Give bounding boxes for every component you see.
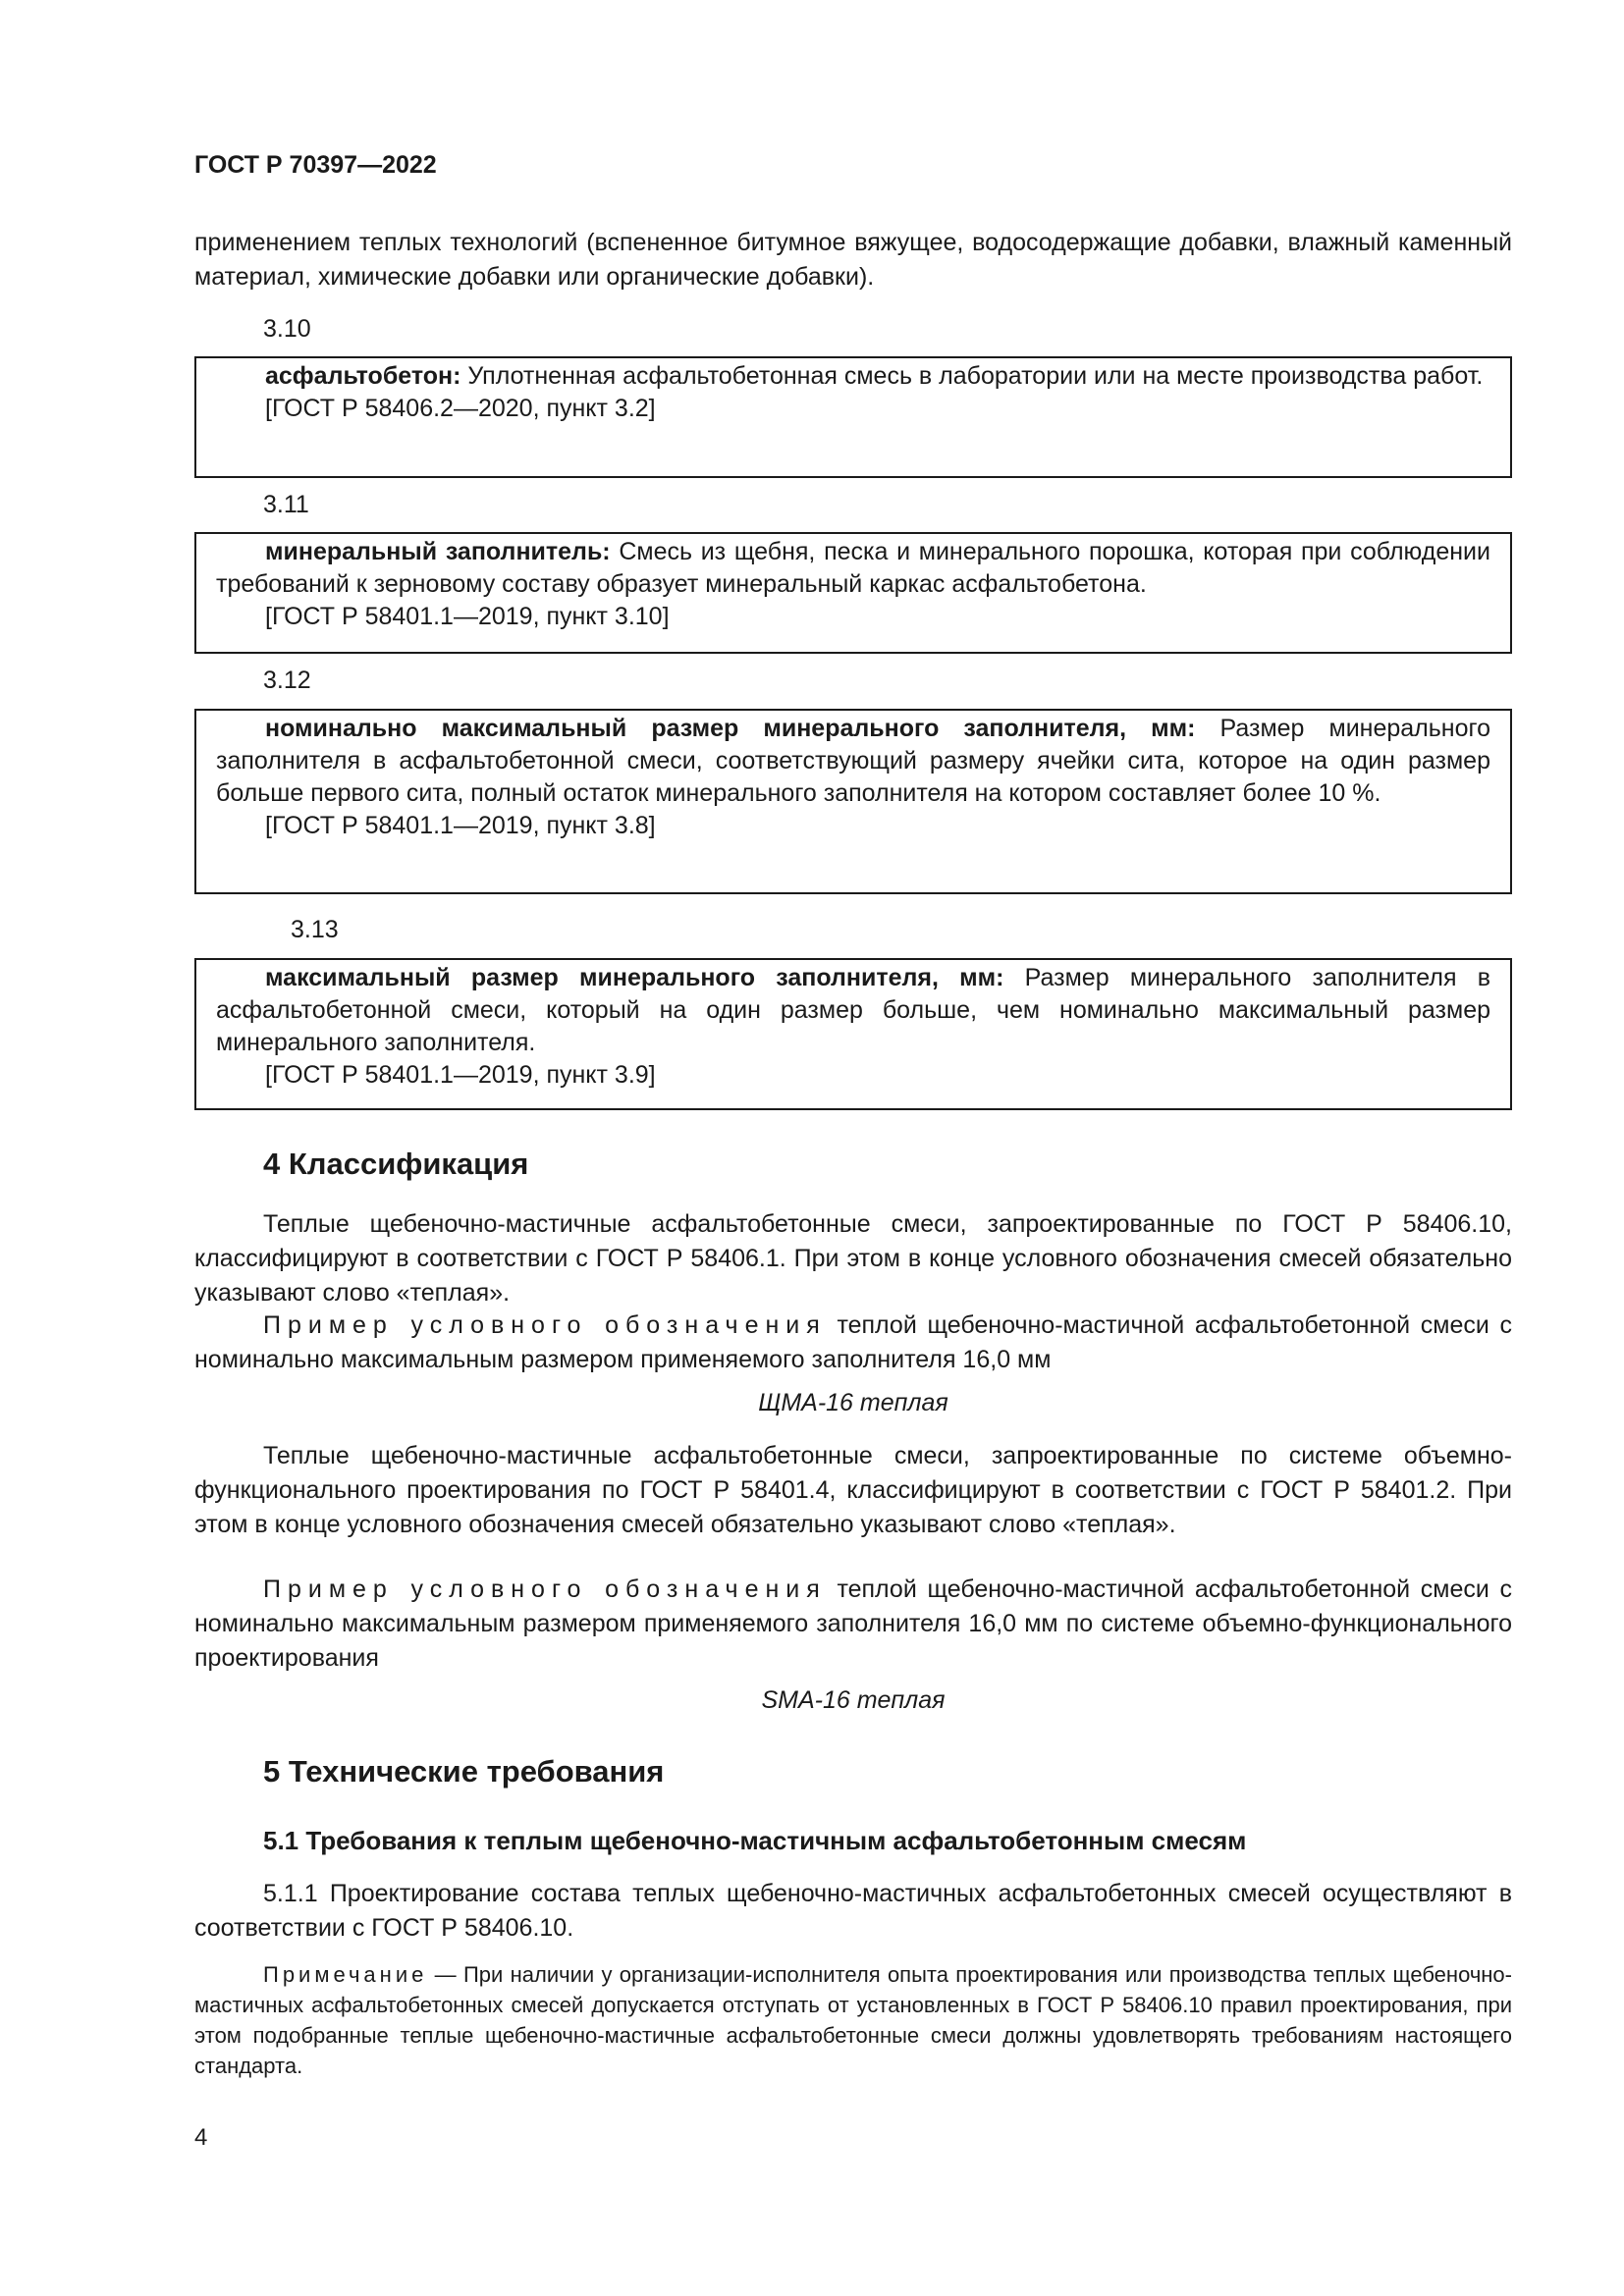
term-number: 3.10 <box>263 315 311 343</box>
classification-paragraph: Теплые щебеночно-мастичные асфальтобетонные смеси, запроектированные по системе объемно-функционального проектирования по ГОСТ Р 58401.4, классифицируют в соответствии с ГОСТ Р 58401.2. При этом в конце условного обозначения смесей обязательно указывают слово «теплая». <box>194 1442 1512 1538</box>
section-heading-technical-requirements: 5 Технические требования <box>263 1754 665 1789</box>
document-code-header: ГОСТ Р 70397—2022 <box>194 151 437 179</box>
term-text: Размер минерального заполнителя в асфальтобетонной смеси, который на один размер больше, чем номинально максимальный размер минерального заполнителя. <box>216 964 1490 1056</box>
example-paragraph <box>194 1573 1512 1676</box>
term-definition <box>216 360 1490 393</box>
note-paragraph <box>194 1959 1512 2081</box>
term-number: 3.12 <box>263 667 311 694</box>
section-heading-classification: 4 Классификация <box>263 1147 529 1181</box>
term-definition <box>216 962 1490 1059</box>
term-source: [ГОСТ Р 58406.2—2020, пункт 3.2] <box>265 395 656 422</box>
example-text: теплой щебеночно-мастичной асфальтобетонной смеси с номинально максимальным размером применяемого заполнителя 16,0 мм по системе объемно-функционального проектирования <box>194 1575 1512 1672</box>
term-box <box>194 958 1512 1110</box>
term-source: [ГОСТ Р 58401.1—2019, пункт 3.8] <box>265 812 656 839</box>
note-text: — При наличии у организации-исполнителя опыта проектирования или производства теплых щебеночно-мастичных асфальтобетонных смесей допускается отступать от установленных в ГОСТ Р 58406.10 правил проектирования, при этом подобранные теплые щебеночно-мастичные асфальтобетонные смеси должны удовлетворять требованиям настоящего стандарта. <box>194 1962 1512 2078</box>
term-definition <box>216 713 1490 810</box>
example-paragraph <box>194 1308 1512 1377</box>
term-box <box>194 532 1512 654</box>
term-text: Смесь из щебня, песка и минерального порошка, которая при соблюдении требований к зерновому составу образует минеральный каркас асфальтобетона. <box>216 538 1490 598</box>
term-definition <box>216 536 1490 601</box>
classification-paragraph: Теплые щебеночно-мастичные асфальтобетонные смеси, запроектированные по ГОСТ Р 58406.10, классифицируют в соответствии с ГОСТ Р 58406.1. При этом в конце условного обозначения смесей обязательно указывают слово «теплая». <box>194 1210 1512 1307</box>
term-name: номинально максимальный размер минерального заполнителя, мм: <box>265 715 1196 742</box>
term-source: [ГОСТ Р 58401.1—2019, пункт 3.9] <box>265 1061 656 1089</box>
term-box <box>194 709 1512 894</box>
requirement-paragraph: 5.1.1 Проектирование состава теплых щебеночно-мастичных асфальтобетонных смесей осуществляют в соответствии с ГОСТ Р 58406.10. <box>194 1880 1512 1942</box>
term-number: 3.11 <box>263 491 309 518</box>
term-name: асфальтобетон: <box>265 362 461 390</box>
example-lead: Пример условного обозначения <box>263 1575 827 1603</box>
example-text: теплой щебеночно-мастичной асфальтобетонной смеси с номинально максимальным размером применяемого заполнителя 16,0 мм <box>194 1311 1512 1373</box>
term-source: [ГОСТ Р 58401.1—2019, пункт 3.10] <box>265 603 670 630</box>
term-name: максимальный размер минерального заполнителя, мм: <box>265 964 1004 991</box>
term-text: Уплотненная асфальтобетонная смесь в лаборатории или на месте производства работ. <box>460 362 1484 390</box>
example-designation: ЩМА-16 теплая <box>758 1389 948 1416</box>
example-designation: SMA-16 теплая <box>761 1686 946 1714</box>
term-box <box>194 356 1512 478</box>
page-number: 4 <box>194 2124 208 2151</box>
note-lead: Примечание <box>263 1962 428 1987</box>
term-text: Размер минерального заполнителя в асфальтобетонной смеси, соответствующий размеру ячейки сита, которое на один размер больше первого сита, полный остаток минерального заполнителя на котором составляет более 10 %. <box>216 715 1490 807</box>
term-number: 3.13 <box>291 916 339 943</box>
example-lead: Пример условного обозначения <box>263 1311 827 1339</box>
term-name: минеральный заполнитель: <box>265 538 611 565</box>
subsection-heading: 5.1 Требования к теплым щебеночно-мастичным асфальтобетонным смесям <box>263 1826 1247 1855</box>
intro-paragraph: применением теплых технологий (вспененное битумное вяжущее, водосодержащие добавки, влажный каменный материал, химические добавки или органические добавки). <box>194 229 1512 291</box>
